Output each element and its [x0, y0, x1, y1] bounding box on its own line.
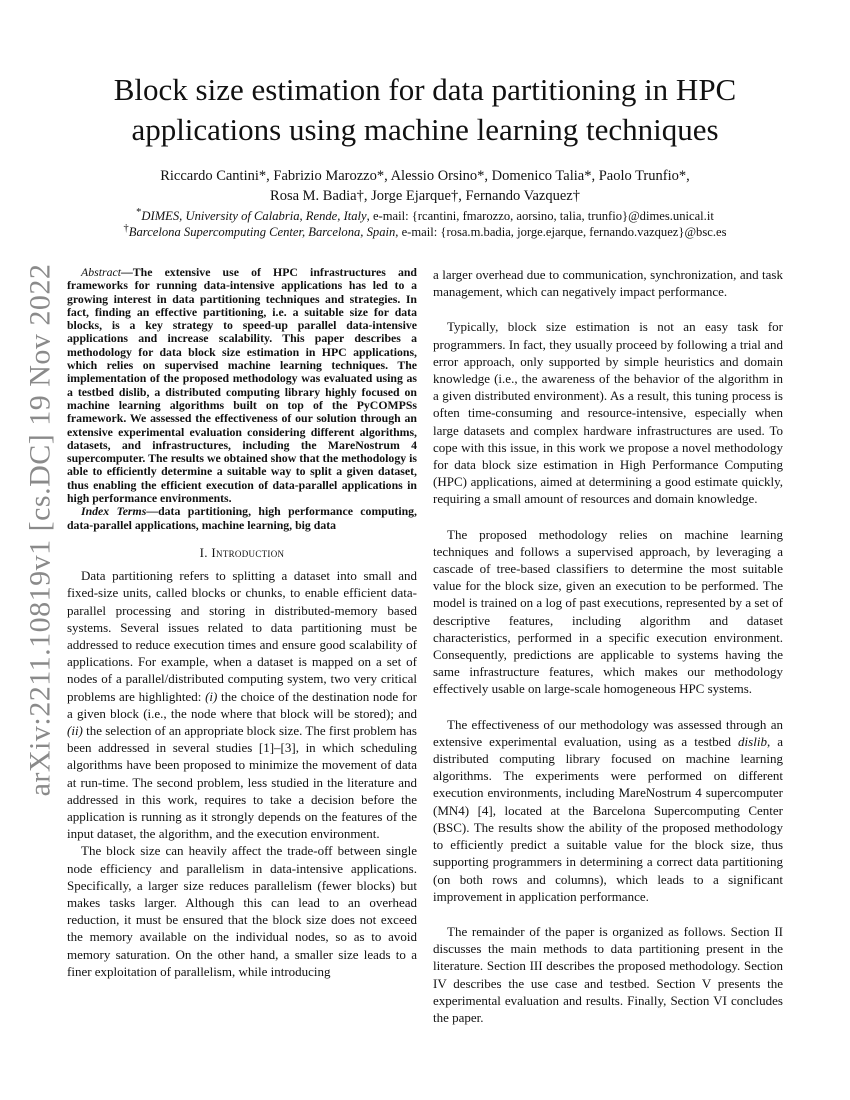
index-terms-text: —data partitioning, high performance computing, data-parallel applications, machine learning, big data	[67, 504, 418, 532]
title-line-1: Block size estimation for data partitioning in HPC	[113, 72, 737, 107]
authors-line-2: Rosa M. Badia†, Jorge Ejarque†, Fernando Vazquez†	[270, 188, 580, 204]
arxiv-stamp-text: arXiv:2211.10819v1 [cs.DC] 19 Nov 2022	[23, 263, 56, 797]
enum-marker-i: (i)	[205, 688, 218, 704]
arxiv-identifier-stamp	[20, 263, 60, 797]
abstract-text: —The extensive use of HPC infrastructures and frameworks for running data-intensive applications has led to a growing interest in data partitioning techniques and strategies. In fact, finding an effective partitioning, i.e. a suitable size for data blocks, is a key strategy to speed-up parallel data-intensive applications and increase scalability. This paper describes a methodology for data block size estimation in HPC applications, which relies on supervised machine learning techniques. The implementation of the proposed methodology was evaluated using as a testbed dislib, a distributed computing library highly focused on machine learning algorithms built on top of the PyCOMPSs framework. We assessed the effectiveness of our solution through an extensive experimental evaluation considering different algorithms, datasets, and infrastructures, including the MareNostrum 4 supercomputer. The results we obtained show that the methodology is able to efficiently determine a suitable way to split a given dataset, thus enabling the efficient execution of data-parallel applications in high performance environments.	[67, 265, 417, 506]
enum-marker-ii: (ii)	[67, 722, 83, 738]
library-name: dislib	[738, 733, 767, 749]
abstract	[67, 266, 417, 505]
section-heading-introduction	[67, 544, 417, 561]
index-terms	[67, 505, 417, 532]
text-run: The effectiveness of our methodology was assessed through an extensive experimental evaluation, using as a testbed	[433, 716, 783, 749]
section-number: I.	[199, 544, 212, 560]
author-list	[70, 166, 780, 206]
paragraph-organization: The remainder of the paper is organized as follows. Section II discusses the main methods to data partitioning present in the literature. Section III describes the proposed methodology. Section IV describes the use case and testbed. Section V presents the experimental evaluation and results. Finally, Section VI concludes the paper.	[433, 923, 783, 1025]
affiliation-email: , e-mail: {rcantini, fmarozzo, aorsino, talia, trunfio}@dimes.unical.it	[366, 209, 714, 224]
affiliation-marker: †	[123, 223, 129, 234]
affiliation-email: , e-mail: {rosa.m.badia, jorge.ejarque, fernando.vazquez}@bsc.es	[395, 225, 727, 240]
abstract-label: Abstract	[81, 265, 121, 279]
affiliation-institution: DIMES, University of Calabria, Rende, Italy	[141, 209, 367, 224]
paragraph-evaluation	[433, 716, 783, 905]
section-title: Introduction	[211, 544, 285, 560]
intro-paragraph-1	[67, 567, 417, 842]
authors-line-1: Riccardo Cantini*, Fabrizio Marozzo*, Alessio Orsino*, Domenico Talia*, Paolo Trunfio*,	[160, 168, 690, 184]
affiliation-marker: *	[136, 207, 142, 218]
index-terms-label: Index Terms	[81, 504, 147, 519]
left-column	[67, 266, 417, 980]
text-run: the selection of an appropriate block size. The first problem has been addressed in several studies [1]–[3], in which scheduling algorithms have been proposed to minimize the movement of data at run-time. The second problem, less studied in the literature and addressed in this work, requires to take a decision before the application is running as it strongly depends on the features of the input dataset, the algorithm, and the execution environment.	[67, 722, 417, 842]
paper-title	[60, 70, 790, 150]
affiliation-institution: Barcelona Supercomputing Center, Barcelona, Spain	[128, 225, 396, 240]
paragraph-methodology: The proposed methodology relies on machine learning techniques and follows a supervised approach, by leveraging a cascade of tree-based classifiers to determine the most suitable value for the block size, given an execution to be performed. The model is trained on a log of past executions, represented by a set of descriptive features, including algorithm and dataset characteristics, performed in a specific execution environment. Consequently, predictions are applicable to systems having the same infrastructure features, which makes our methodology effectively usable on large-scale homogeneous HPC systems.	[433, 526, 783, 697]
text-run: , a distributed computing library focused on machine learning algorithms. The experiments were performed on different execution environments, including MareNostrum 4 supercomputer (MN4) [4], located at the Barcelona Supercomputing Center (BSC). The results show the ability of the proposed methodology to efficiently predict a suitable value for the block size, thus supporting programmers in determining a correct data partitioning (on both rows and columns), which leads to a significant improvement in application performance.	[433, 733, 783, 904]
affiliation-bsc	[40, 221, 810, 240]
continued-paragraph: a larger overhead due to communication, synchronization, and task management, which can negatively impact performance.	[433, 267, 783, 300]
paragraph-block-size-estimation: Typically, block size estimation is not an easy task for programmers. In fact, they usually proceed by following a trial and error approach, only supported by simple heuristics and domain knowledge (i.e., the awareness of the behavior of the algorithm in a given distributed environment). As a result, this tuning process is often time-consuming and resource-intensive, especially when large datasets and complex hardware infrastructures are used. To cope with this issue, in this work we propose a novel methodology for data block size estimation in High Performance Computing (HPC) applications, aimed at determining a good estimate quickly, requiring a small amount of resources and domain knowledge.	[433, 319, 783, 507]
title-line-2: applications using machine learning techniques	[131, 112, 719, 147]
right-column	[433, 266, 783, 1026]
intro-paragraph-2: The block size can heavily affect the trade-off between single node efficiency and parallelism in data-intensive applications. Specifically, a larger size reduces parallelism (fewer blocks) but makes tasks larger. Although this can lead to an overhead reduction, it must be ensured that the block size does not exceed the memory available on the individual nodes, so as to avoid memory saturation. On the other hand, a smaller size leads to a finer exploitation of parallelism, while introducing	[67, 843, 417, 979]
text-run: Data partitioning refers to splitting a dataset into small and fixed-size units, called blocks or chunks, to enable efficient data-parallel processing and storing in distributed-memory based systems. Several issues related to data partitioning must be addressed to reduce execution times and ensure good scalability of applications. For example, when a dataset is mapped on a set of nodes of a parallel/distributed computing system, two very critical problems are highlighted:	[67, 568, 417, 704]
text-run: the choice of the destination node for a given block (i.e., the node where that block will be stored); and	[67, 688, 417, 721]
